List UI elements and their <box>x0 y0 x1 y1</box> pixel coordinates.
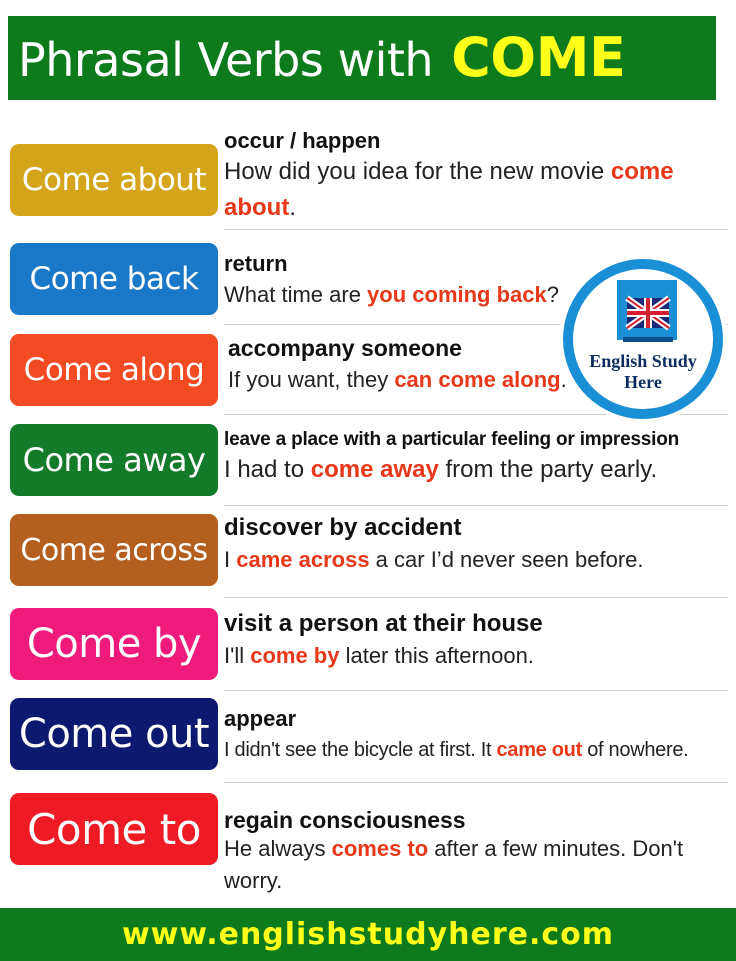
title-text: Phrasal Verbs with <box>18 33 434 87</box>
verb-label: Come to <box>10 793 218 865</box>
row-divider <box>224 597 728 598</box>
verb-meaning: leave a place with a particular feeling or impression <box>224 429 680 450</box>
verb-label: Come about <box>10 144 218 216</box>
verb-meaning: accompany someone <box>228 335 462 361</box>
example-highlight: come away <box>310 456 439 483</box>
verb-label: Come across <box>10 514 218 586</box>
verb-meaning: discover by accident <box>224 514 462 541</box>
verb-meaning: appear <box>224 706 297 731</box>
example-highlight: came out <box>496 739 582 761</box>
verb-example: If you want, they can come along. <box>228 367 567 392</box>
page-title <box>18 26 625 92</box>
title-banner <box>8 16 716 100</box>
row-divider <box>224 690 728 691</box>
verb-label: Come away <box>10 424 218 496</box>
row-divider <box>224 782 728 783</box>
verb-meaning: regain consciousness <box>224 807 466 833</box>
verb-row <box>0 424 736 504</box>
verb-row <box>0 128 736 228</box>
verb-example: I didn't see the bicycle at first. It came out of nowhere. <box>224 739 689 761</box>
verb-row <box>0 793 736 903</box>
verb-label: Come out <box>10 698 218 770</box>
verb-example: I'll come by later this afternoon. <box>224 643 534 668</box>
verb-example: How did you idea for the new movie come about. <box>224 158 674 221</box>
english-study-here-logo <box>557 253 729 425</box>
example-highlight: comes to <box>331 836 429 861</box>
website-url[interactable]: www.englishstudyhere.com <box>121 917 615 952</box>
example-highlight: come by <box>250 643 340 668</box>
example-highlight: you coming back <box>367 282 547 307</box>
union-jack-book-icon <box>617 280 677 342</box>
verb-label: Come by <box>10 608 218 680</box>
example-highlight: come about <box>224 158 674 221</box>
verb-label: Come back <box>10 243 218 315</box>
verb-example: I came across a car I’d never seen before. <box>224 547 644 572</box>
logo-badge <box>557 253 729 425</box>
verb-example: I had to come away from the party early. <box>224 456 658 483</box>
example-highlight: can come along <box>394 367 561 392</box>
verb-example: He always comes to after a few minutes. Don't worry. <box>224 836 684 893</box>
verb-label: Come along <box>10 334 218 406</box>
verb-example: What time are you coming back? <box>224 282 560 307</box>
verb-meaning: return <box>224 251 288 276</box>
logo-text: English Study Here <box>589 351 697 392</box>
verb-meaning: visit a person at their house <box>224 610 543 637</box>
title-highlight: COME <box>451 26 626 89</box>
verb-row <box>0 698 736 778</box>
verb-row <box>0 608 736 688</box>
verb-meaning: occur / happen <box>224 128 381 153</box>
verb-row <box>0 514 736 594</box>
example-highlight: came across <box>236 547 370 572</box>
row-divider <box>224 229 728 230</box>
row-divider <box>224 505 728 506</box>
footer-banner <box>0 908 736 961</box>
